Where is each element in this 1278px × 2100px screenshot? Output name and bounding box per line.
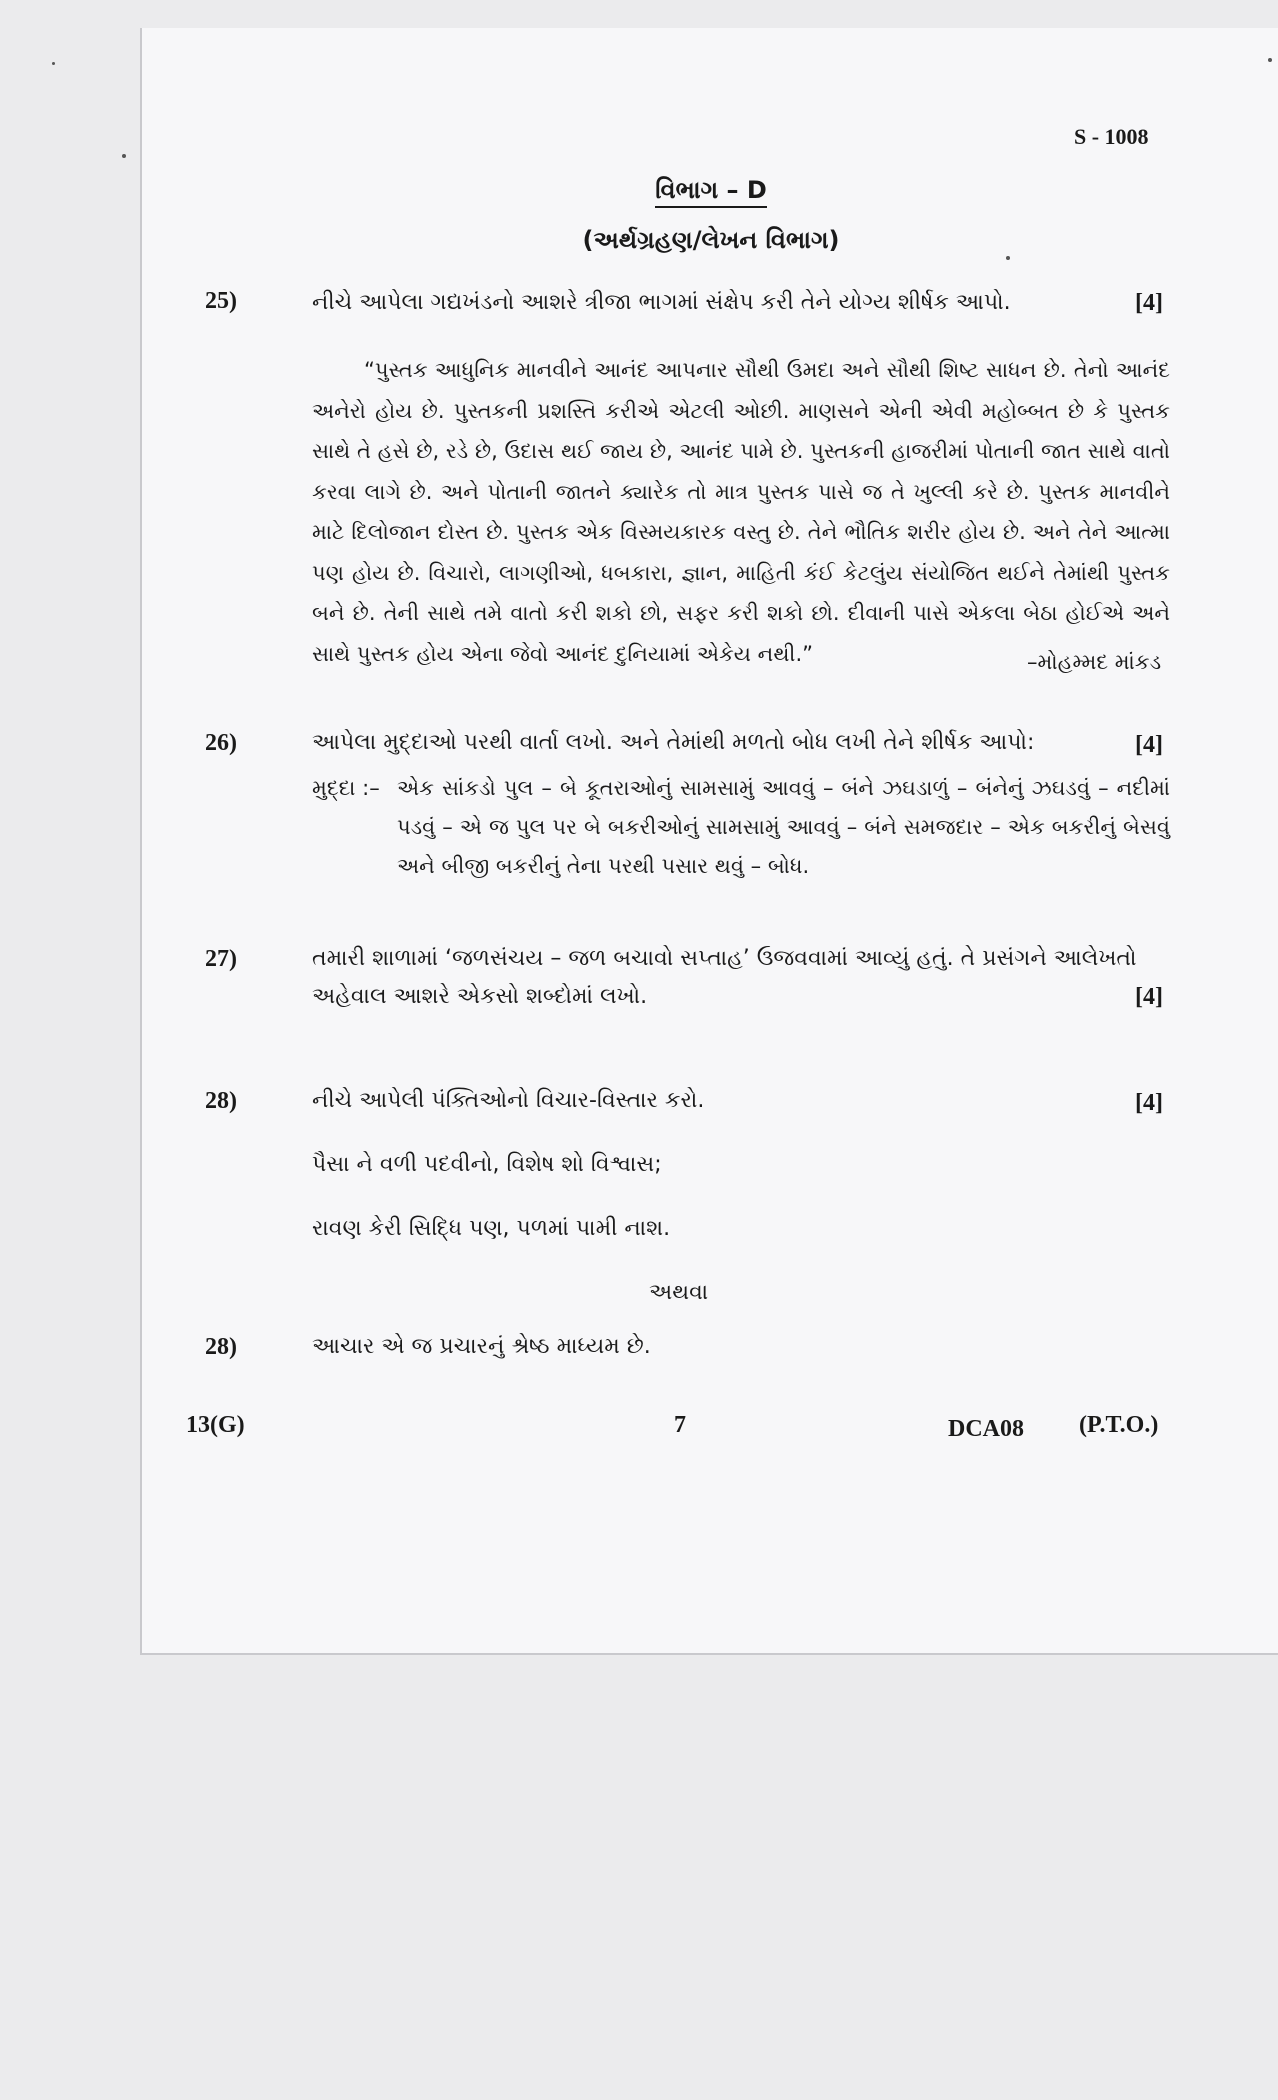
footer-page-number: 7 (674, 1412, 686, 1438)
footer-pto: (P.T.O.) (1079, 1412, 1159, 1438)
paper-code: S - 1008 (1074, 124, 1149, 149)
question-27-marks: [4] (1135, 984, 1163, 1010)
or-label: અથવા (649, 1280, 709, 1305)
section-subtitle: (અર્થગ્રહણ/લેખન વિભાગ) (582, 226, 840, 254)
question-26-marks: [4] (1135, 732, 1163, 758)
passage-attribution: –મોહમ્મદ માંકડ (1027, 650, 1162, 674)
question-25-marks: [4] (1135, 290, 1163, 316)
scan-speck (1268, 58, 1272, 62)
verse-line-1: પૈસા ને વળી પદવીનો, વિશેષ શો વિશ્વાસ; (312, 1152, 662, 1177)
question-number-28: 28) (205, 1088, 237, 1114)
question-number-27: 27) (205, 946, 237, 972)
scan-speck (52, 62, 55, 65)
question-number-26: 26) (205, 730, 237, 756)
story-points: એક સાંકડો પુલ – બે કૂતરાઓનું સામસામું આવવું – બંને ઝઘડાળું – બંનેનું ઝઘડવું – નદીમાં પડવું – એ જ પુલ પર બે બકરીઓનું સામસામું આવવું – બંને સમજદાર – એક બકરીનું બેસવું અને બીજી બકરીનું તેના પરથી પસાર થવું – બોધ. (397, 776, 1170, 878)
verse-line-2: રાવણ કેરી સિદ્ધિ પણ, પળમાં પામી નાશ. (312, 1216, 671, 1241)
points-label: મુદ્દા :– (312, 776, 380, 800)
question-number-28-alt: 28) (205, 1334, 237, 1360)
footer-page-code: 13(G) (186, 1412, 245, 1438)
footer-paper-code: DCA08 (948, 1416, 1024, 1442)
section-title: વિભાગ – D (142, 176, 1278, 204)
scan-speck (1006, 256, 1010, 260)
question-28-marks: [4] (1135, 1090, 1163, 1116)
question-26-text: આપેલા મુદ્દાઓ પરથી વાર્તા લખો. અને તેમાંથી મળતો બોધ લખી તેને શીર્ષક આપો: (312, 730, 1035, 755)
question-number-25: 25) (205, 288, 237, 314)
question-25-passage: “પુસ્તક આધુનિક માનવીને આનંદ આપનાર સૌથી ઉમદા અને સૌથી શિષ્ટ સાધન છે. તેનો આનંદ અનેરો હોય છે. પુસ્તકની પ્રશસ્તિ કરીએ એટલી ઓછી. માણસને એની એવી મહોબ્બત છે કે પુસ્તક સાથે તે હસે છે, રડે છે, ઉદાસ થઈ જાય છે, આનંદ પામે છે. પુસ્તકની હાજરીમાં પોતાની જાત સાથે વાતો કરવા લાગે છે. અને પોતાની જાતને ક્યારેક તો માત્ર પુસ્તક પાસે જ તે ખુલ્લી કરે છે. પુસ્તક માનવીને માટે દિલોજાન દોસ્ત છે. પુસ્તક એક વિસ્મયકારક વસ્તુ છે. તેને ભૌતિક શરીર હોય છે. અને તેને આત્મા પણ હોય છે. વિચારો, લાગણીઓ, ધબકારા, જ્ઞાન, માહિતી કંઈ કેટલુંય સંયોજિત થઈને તેમાંથી પુસ્તક બને છે. તેની સાથે તમે વાતો કરી શકો છો, સફર કરી શકો છો. દીવાની પાસે એકલા બેઠા હોઈએ અને સાથે પુસ્તક હોય એના જેવો આનંદ દુનિયામાં એકેય નથી.” (312, 358, 1170, 666)
question-27-line-1: તમારી શાળામાં ‘જળસંચય – જળ બચાવો સપ્તાહ’ ઉજવવામાં આવ્યું હતું. તે પ્રસંગને આલેખતો (312, 946, 1137, 971)
question-27-line-2: અહેવાલ આશરે એકસો શબ્દોમાં લખો. (312, 984, 648, 1009)
question-25-text: નીચે આપેલા ગદ્યખંડનો આશરે ત્રીજા ભાગમાં સંક્ષેપ કરી તેને યોગ્ય શીર્ષક આપો. (312, 290, 1011, 315)
exam-page (140, 28, 1278, 1655)
question-28-alt-text: આચાર એ જ પ્રચારનું શ્રેષ્ઠ માધ્યમ છે. (312, 1334, 651, 1359)
scan-speck (122, 154, 126, 158)
question-28-text: નીચે આપેલી પંક્તિઓનો વિચાર-વિસ્તાર કરો. (312, 1088, 705, 1113)
